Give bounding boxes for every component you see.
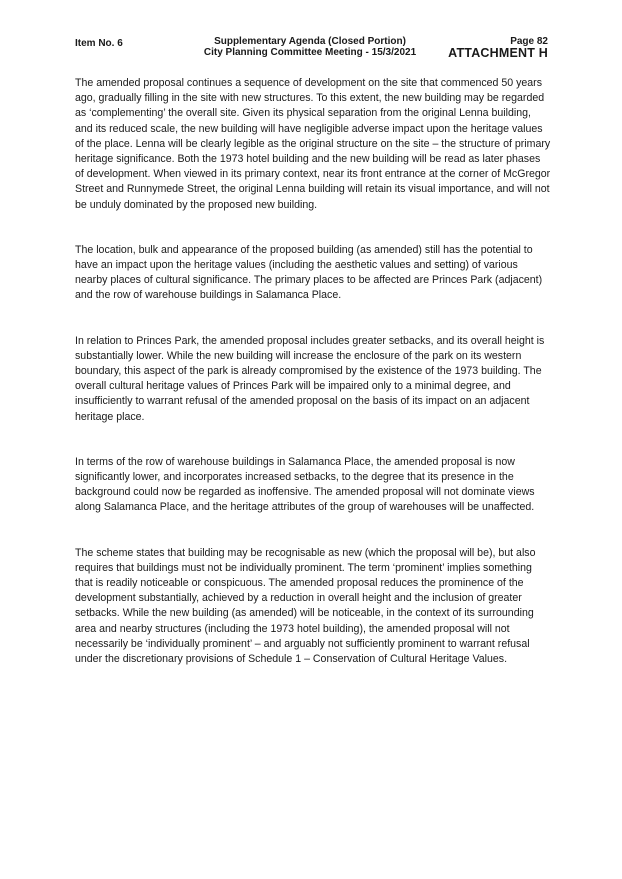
paragraph: In terms of the row of warehouse buildings in Salamanca Place, the amended proposal is now significantly lower, and incorporates increased setbacks, to the degree that its presence in the background could now be regarded as inoffensive. The amended proposal will not dominate views along Salamanca Place, and the heritage attributes of the group of warehouses will be unaffected.	[75, 455, 535, 514]
paragraph: The amended proposal continues a sequence of development on the site that commenced 50 years ago, gradually filling in the site with new structures. To this extent, the new building may be regarded as ‘complementing’ the overall site. Given its physical separation from the original Lenna building, and its reduced scale, the new building will have negligible adverse impact upon the heritage values of the place. Lenna will be clearly legible as the original structure on the site – the structure of primary heritage significance. Both the 1973 hotel building and the new building will be read as later phases of development. When viewed in its primary context, near its front entrance at the corner of McGregor Street and Runnymede Street, the original Lenna building will retain its visual importance, and will not be unduly dominated by the proposed new building.	[75, 77, 551, 211]
document-body	[75, 76, 551, 697]
attachment-label: ATTACHMENT H	[448, 46, 548, 60]
agenda-title: Supplementary Agenda (Closed Portion)	[214, 36, 406, 47]
page-number: Page 82	[510, 36, 548, 47]
paragraph: The scheme states that building may be recognisable as new (which the proposal will be), but also requires that buildings must not be individually prominent. The term ‘prominent’ implies something that is readily noticeable or conspicuous. The amended proposal reduces the prominence of the development substantially, achieved by a reduction in overall height and the inclusion of greater setbacks. While the new building (as amended) will be noticeable, in the context of its surrounding area and nearby structures (including the 1973 hotel building), the amended proposal will not necessarily be ‘individually prominent’ – and arguably not sufficiently prominent to warrant refusal under the discretionary provisions of Schedule 1 – Conservation of Cultural Heritage Values.	[75, 546, 536, 666]
page-info	[448, 36, 548, 60]
paragraph: The location, bulk and appearance of the proposed building (as amended) still has the potential to have an impact upon the heritage values (including the aesthetic values and setting) of various nearby places of cultural significance. The primary places to be affected are Princes Park (adjacent) and the row of warehouse buildings in Salamanca Place.	[75, 243, 543, 302]
agenda-heading	[175, 36, 445, 58]
item-number: Item No. 6	[75, 38, 123, 49]
meeting-title: City Planning Committee Meeting - 15/3/2021	[203, 47, 417, 58]
page-header	[75, 36, 548, 60]
paragraph: In relation to Princes Park, the amended proposal includes greater setbacks, and its overall height is substantially lower. While the new building will increase the enclosure of the park on its western boundary, this aspect of the park is already compromised by the existence of the 1973 building. The overall cultural heritage values of Princes Park will be impaired only to a minimal degree, and insufficiently to warrant refusal of the amended proposal on the basis of its impact on an adjacent heritage place.	[75, 334, 545, 423]
